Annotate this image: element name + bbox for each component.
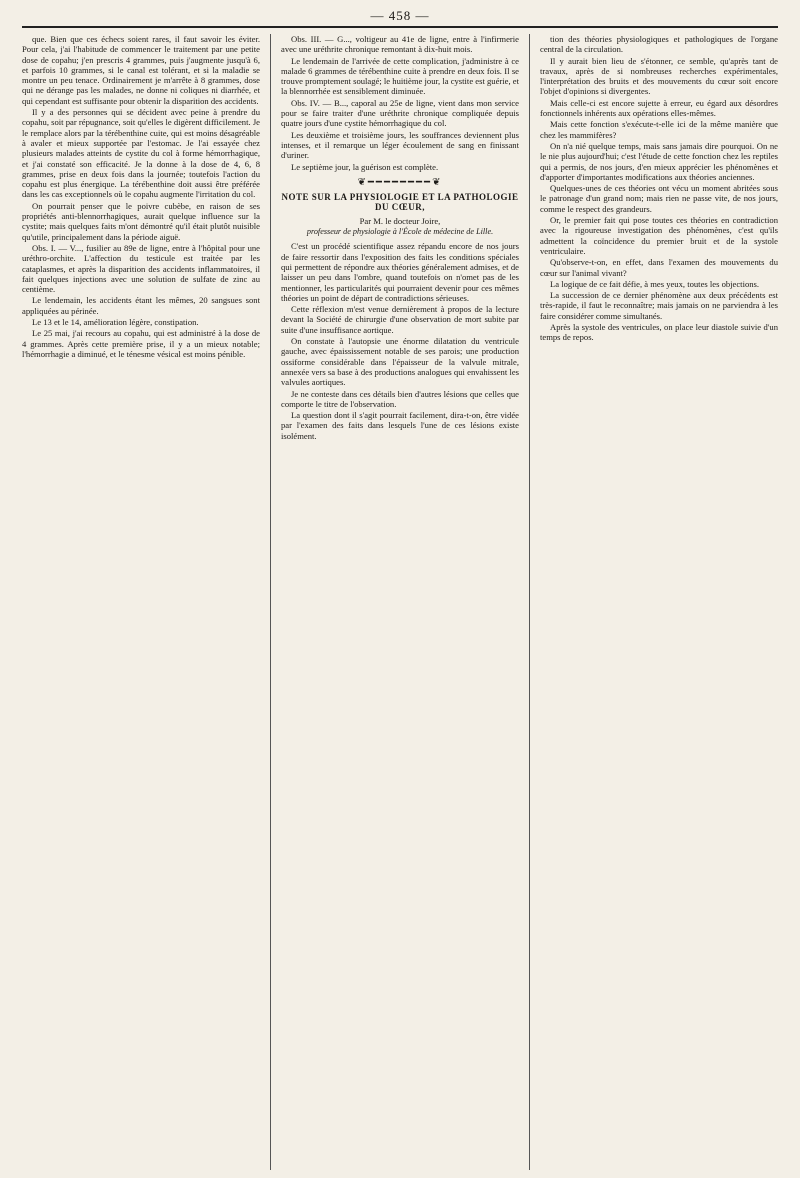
column-2 <box>281 34 519 1170</box>
paragraph: La question dont il s'agit pourrait facilement, dira-t-on, être vidée par l'examen des faits dans lesquels l'une de ces lésions existe isolément. <box>281 410 519 441</box>
observation-paragraph: Obs. IV. — B..., caporal au 25e de ligne, vient dans mon service pour se faire traiter d'une uréthrite chronique compliquée depuis quatre jours d'une cystite hémorrhagique du col. <box>281 97 519 129</box>
observation-paragraph: Le lendemain, les accidents étant les mêmes, 20 sangsues sont appliquées au périnée. <box>22 295 260 316</box>
paragraph: Il y aurait bien lieu de s'étonner, ce semble, qu'après tant de travaux, après de si nombreuses recherches expérimentales, l'interprétation des bruits et des mouvements du cœur soit encore l'objet d'opinions si divergentes. <box>540 55 778 97</box>
paragraph: Qu'observe-t-on, en effet, dans l'examen des mouvements du cœur sur l'animal vivant? <box>540 257 778 278</box>
paragraph: On pourrait penser que le poivre cubèbe, en raison de ses propriétés anti-blennorrhagiques, aurait quelque influence sur la cystite; mais quelques faits m'ont démontré qu'il était plutôt nuisible qu'utile, principalement dans la période aiguë. <box>22 200 260 242</box>
text-columns <box>22 34 778 1170</box>
observation-paragraph: Les deuxième et troisième jours, les souffrances deviennent plus intenses, et il remarque un léger écoulement de sang en finissant d'uriner. <box>281 129 519 161</box>
paragraph: La succession de ce dernier phénomène aux deux précédents est très-rapide, il faut le reconnaître; mais jamais on ne parviendra à les faire considérer comme simultanés. <box>540 290 778 321</box>
observation-paragraph: Obs. I. — V..., fusilier au 89e de ligne, entre à l'hôpital pour une uréthro-orchite. L'affection du testicule est traitée par les cataplasmes, et après la disparition des accidents inflammatoires, il fait quelques injections avec une solution de sulfate de zinc au centième. <box>22 242 260 295</box>
column-divider <box>529 34 530 1170</box>
paragraph: Mais cette fonction s'exécute-t-elle ici de la même manière que chez les mammifères? <box>540 119 778 140</box>
observation-paragraph: Le lendemain de l'arrivée de cette complication, j'administre à ce malade 6 grammes de térébenthine cuite à prendre en deux fois. Il se trouve promptement soulagé; le huitième jour, la cystite est guérie, et la blennorrhée est sensiblement diminuée. <box>281 55 519 97</box>
paragraph: Après la systole des ventricules, on place leur diastole suivie d'un temps de repos. <box>540 322 778 343</box>
article-byline: Par M. le docteur Joire, <box>359 215 441 226</box>
observation-paragraph: Le septième jour, la guérison est complète. <box>291 161 439 172</box>
paragraph: On constate à l'autopsie une énorme dilatation du ventricule gauche, avec épaississement notable de ses parois; une production ossiforme considérable dans l'épaisseur de la valvule mitrale, annexée vers sa base à des productions analogues qui envahissent les valvules aortiques. <box>281 336 519 388</box>
column-3 <box>540 34 778 1170</box>
paragraph: Il y a des personnes qui se décident avec peine à prendre du copahu, soit par répugnance, soit qu'elles le digèrent difficilement. Je le remplace alors par la térébenthine cuite, qui est moins désagréable à avaler et mieux supportée par l'estomac. Je l'ai essayée chez plusieurs malades atteints de cystite du col à forme hémorrhagique, et j'ai constaté son efficacité. Je la donne à la dose de 4, 6, 8 grammes, prise en deux fois dans la journée; toutefois l'action du copahu est plus énergique. La térébenthine doit aussi être préférée dans les cas exceptionnels où le copahu augmente l'irritation du col. <box>22 107 260 200</box>
paragraph: Quelques-unes de ces théories ont vécu un moment abritées sous le patronage d'un grand nom; mais rien ne passe vite, de nos jours, comme le respect des grandeurs. <box>540 183 778 214</box>
article-affiliation: professeur de physiologie à l'École de médecine de Lille. <box>306 227 494 237</box>
paragraph: que. Bien que ces échecs soient rares, il faut savoir les éviter. Pour cela, j'ai l'habitude de commencer le traitement par une petite dose de copahu; j'en prescris 4 grammes, puis j'augmente jusqu'à 6, et parfois 10 grammes, si le canal est tolérant, et si la maladie se montre un peu tenace. Ordinairement je m'arrête à 8 grammes, dose qui ne dérange pas les malades, ne donne ni coliques ni diarrhée, et qui cependant est suffisante pour obtenir la disparition des accidents. <box>22 34 260 106</box>
paragraph: On n'a nié quelque temps, mais sans jamais dire pourquoi. On ne le nie plus aujourd'hui; c'est l'étude de cette fonction chez les reptiles qui a permis, de nos jours, d'en mieux apprécier les phénomènes et d'apporter d'importantes modifications aux théories anciennes. <box>540 140 778 182</box>
article-title: NOTE SUR LA PHYSIOLOGIE ET LA PATHOLOGIE DU CŒUR, <box>281 192 519 213</box>
paragraph: Mais celle-ci est encore sujette à erreur, eu égard aux désordres fonctionnels inhérents aux opérations elles-mêmes. <box>540 97 778 119</box>
section-ornament: ❦━━━━━━━━❦ <box>357 176 443 188</box>
paragraph: C'est un procédé scientifique assez répandu encore de nos jours de faire ressortir dans l'exposition des faits les conditions spéciales qui permettent de répondre aux théories généralement admises, et de laisser un peu dans l'ombre, quand toutefois on n'omet pas de les mentionner, les particularités qui pourraient devenir pour ces mêmes théories un point de départ de contradictions sérieuses. <box>281 241 519 303</box>
observation-paragraph: Le 13 et le 14, amélioration légère, constipation. <box>32 317 199 328</box>
paragraph: La logique de ce fait défie, à mes yeux, toutes les objections. <box>550 278 760 289</box>
observation-paragraph: Le 25 mai, j'ai recours au copahu, qui est administré à la dose de 4 grammes. Après cette première prise, il y a un mieux notable; l'hémorrhagie a diminué, et le ténesme vésical est moins pénible. <box>22 328 260 359</box>
paragraph: Or, le premier fait qui pose toutes ces théories en contradiction avec la rigoureuse investigation des phénomènes, c'est qu'ils admettent la coïncidence du premier bruit et de la systole ventriculaire. <box>540 215 778 256</box>
paragraph: Je ne conteste dans ces détails bien d'autres lésions que celles que comporte le titre de l'observation. <box>281 388 519 409</box>
page-folio: — 458 — <box>370 8 430 23</box>
column-divider <box>270 34 271 1170</box>
header-rule <box>22 26 778 28</box>
paragraph: tion des théories physiologiques et pathologiques de l'organe central de la circulation. <box>540 34 778 55</box>
column-1 <box>22 34 260 1170</box>
paragraph: Cette réflexion m'est venue dernièrement à propos de la lecture devant la Société de chirurgie d'une observation de mort subite par suite d'une insuffisance aortique. <box>281 304 519 335</box>
observation-paragraph: Obs. III. — G..., voltigeur au 41e de ligne, entre à l'infirmerie avec une uréthrite chronique remontant à dix-huit mois. <box>281 34 519 55</box>
